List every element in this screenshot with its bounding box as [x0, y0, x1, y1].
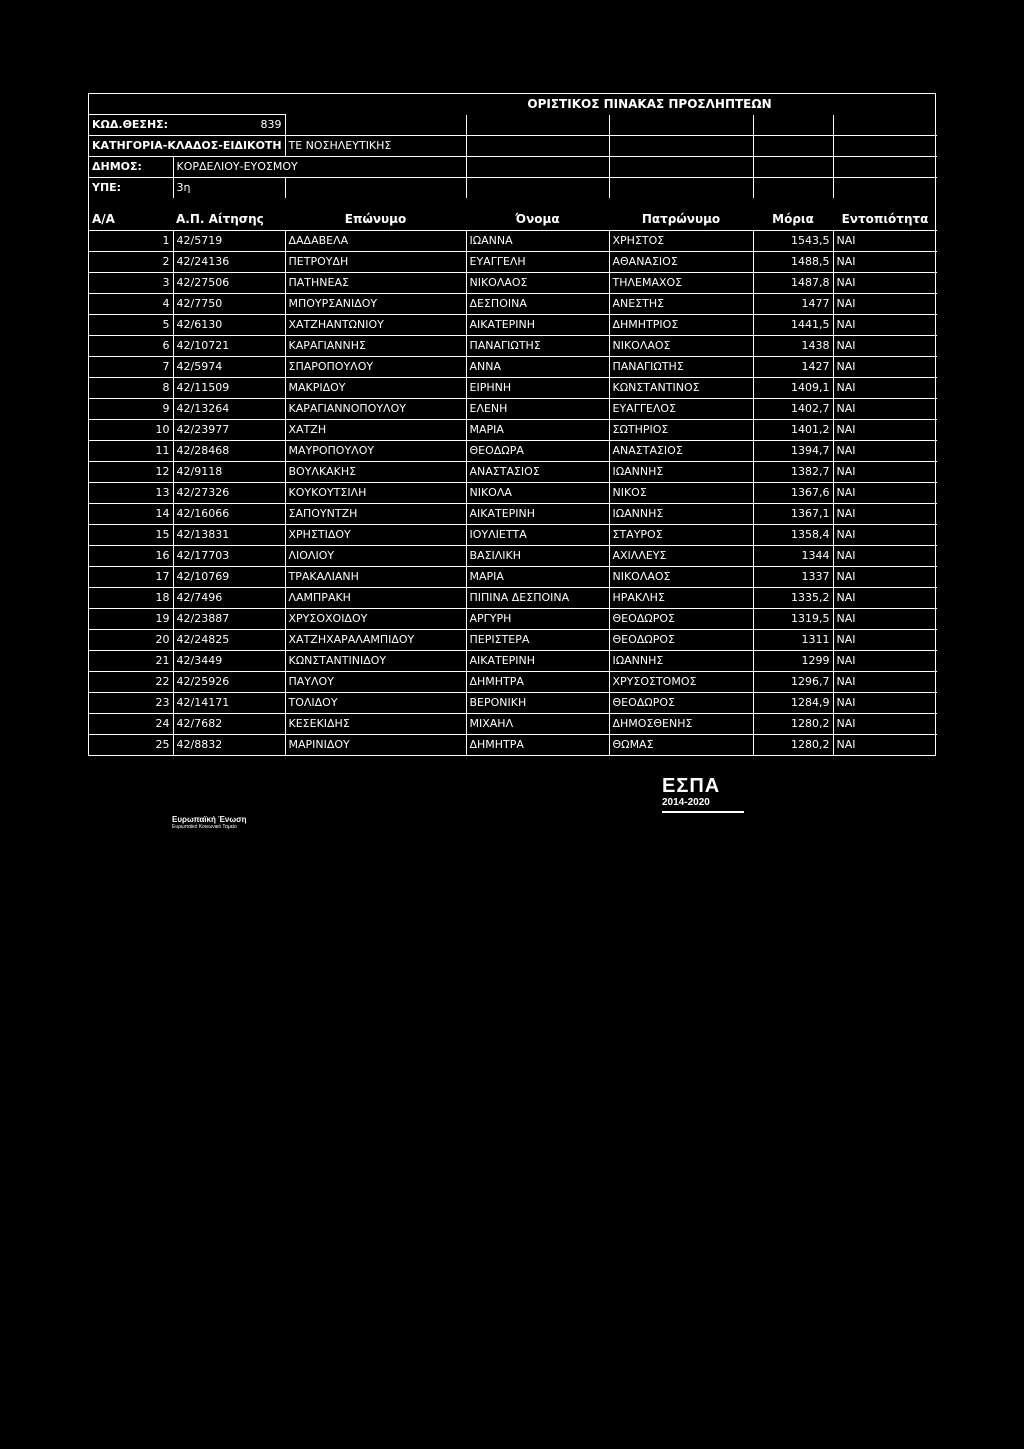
eu-logo [172, 815, 292, 831]
table-row [89, 315, 937, 336]
col-header-fathers-name: Πατρώνυμο [641, 212, 721, 226]
locality-cell: ΝΑΙ [833, 462, 937, 483]
table-row [89, 504, 937, 525]
surname-cell: ΔΑΔΑΒΕΛΑ [285, 231, 466, 252]
first-name-cell: ΔΗΜΗΤΡΑ [466, 735, 609, 756]
locality-cell: ΝΑΙ [833, 672, 937, 693]
locality-cell: ΝΑΙ [833, 441, 937, 462]
application-number-cell: 42/7750 [173, 294, 285, 315]
points-cell: 1299 [753, 651, 833, 672]
first-name-cell: ΜΙΧΑΗΛ [466, 714, 609, 735]
application-number-cell: 42/23887 [173, 609, 285, 630]
fathers-name-cell: ΗΡΑΚΛΗΣ [609, 588, 753, 609]
application-number-cell: 42/13264 [173, 399, 285, 420]
locality-cell: ΝΑΙ [833, 735, 937, 756]
first-name-cell: ΒΑΣΙΛΙΚΗ [466, 546, 609, 567]
first-name-cell: ΑΝΑΣΤΑΣΙΟΣ [466, 462, 609, 483]
points-cell: 1280,2 [753, 735, 833, 756]
surname-cell: ΚΑΡΑΓΙΑΝΝΟΠΟΥΛΟΥ [285, 399, 466, 420]
table-row [89, 273, 937, 294]
fathers-name-cell: ΑΧΙΛΛΕΥΣ [609, 546, 753, 567]
surname-cell: ΠΑΥΛΟΥ [285, 672, 466, 693]
locality-cell: ΝΑΙ [833, 273, 937, 294]
locality-cell: ΝΑΙ [833, 315, 937, 336]
locality-cell: ΝΑΙ [833, 252, 937, 273]
points-cell: 1394,7 [753, 441, 833, 462]
table-row [89, 462, 937, 483]
col-header-aa: Α/Α [92, 212, 115, 226]
surname-cell: ΤΡΑΚΑΛΙΑΝΗ [285, 567, 466, 588]
application-number-cell: 42/28468 [173, 441, 285, 462]
eu-logo-name: Ευρωπαϊκή Ένωση [172, 815, 247, 824]
points-cell: 1337 [753, 567, 833, 588]
table-row [89, 378, 937, 399]
locality-cell: ΝΑΙ [833, 336, 937, 357]
locality-cell: ΝΑΙ [833, 357, 937, 378]
locality-cell: ΝΑΙ [833, 420, 937, 441]
first-name-cell: ΑΙΚΑΤΕΡΙΝΗ [466, 651, 609, 672]
fathers-name-cell: ΙΩΑΝΝΗΣ [609, 462, 753, 483]
first-name-cell: ΙΩΑΝΝΑ [466, 231, 609, 252]
row-number-cell: 11 [89, 441, 173, 462]
table-row [89, 567, 937, 588]
points-cell: 1487,8 [753, 273, 833, 294]
application-number-cell: 42/24825 [173, 630, 285, 651]
ype-label: ΥΠΕ: [89, 178, 173, 199]
table-row [89, 441, 937, 462]
results-sheet [88, 93, 936, 756]
points-cell: 1477 [753, 294, 833, 315]
sheet-header [89, 94, 937, 208]
surname-cell: ΜΠΟΥΡΣΑΝΙΔΟΥ [285, 294, 466, 315]
espa-logo-bar [662, 811, 744, 813]
points-cell: 1409,1 [753, 378, 833, 399]
application-number-cell: 42/27326 [173, 483, 285, 504]
row-number-cell: 10 [89, 420, 173, 441]
locality-cell: ΝΑΙ [833, 378, 937, 399]
fathers-name-cell: ΧΡΗΣΤΟΣ [609, 231, 753, 252]
table-row [89, 546, 937, 567]
row-number-cell: 24 [89, 714, 173, 735]
table-row [89, 294, 937, 315]
first-name-cell: ΝΙΚΟΛΑΟΣ [466, 273, 609, 294]
first-name-cell: ΠΑΝΑΓΙΩΤΗΣ [466, 336, 609, 357]
category-label: ΚΑΤΗΓΟΡΙΑ-ΚΛΑΔΟΣ-ΕΙΔΙΚΟΤΗ [89, 136, 285, 157]
application-number-cell: 42/25926 [173, 672, 285, 693]
first-name-cell: ΑΝΝΑ [466, 357, 609, 378]
surname-cell: ΜΑΚΡΙΔΟΥ [285, 378, 466, 399]
fathers-name-cell: ΑΝΕΣΤΗΣ [609, 294, 753, 315]
table-row [89, 714, 937, 735]
application-number-cell: 42/6130 [173, 315, 285, 336]
row-number-cell: 1 [89, 231, 173, 252]
fathers-name-cell: ΧΡΥΣΟΣΤΟΜΟΣ [609, 672, 753, 693]
locality-cell: ΝΑΙ [833, 483, 937, 504]
surname-cell: ΛΑΜΠΡΑΚΗ [285, 588, 466, 609]
fathers-name-cell: ΙΩΑΝΝΗΣ [609, 504, 753, 525]
row-number-cell: 2 [89, 252, 173, 273]
points-cell: 1427 [753, 357, 833, 378]
points-cell: 1543,5 [753, 231, 833, 252]
fathers-name-cell: ΔΗΜΗΤΡΙΟΣ [609, 315, 753, 336]
first-name-cell: ΙΟΥΛΙΕΤΤΑ [466, 525, 609, 546]
row-number-cell: 15 [89, 525, 173, 546]
table-row [89, 336, 937, 357]
first-name-cell: ΠΙΠΙΝΑ ΔΕΣΠΟΙΝΑ [466, 588, 609, 609]
locality-cell: ΝΑΙ [833, 651, 937, 672]
table-row [89, 588, 937, 609]
surname-cell: ΧΑΤΖΗΧΑΡΑΛΑΜΠΙΔΟΥ [285, 630, 466, 651]
first-name-cell: ΕΥΑΓΓΕΛΗ [466, 252, 609, 273]
surname-cell: ΚΕΣΕΚΙΔΗΣ [285, 714, 466, 735]
locality-cell: ΝΑΙ [833, 546, 937, 567]
locality-cell: ΝΑΙ [833, 630, 937, 651]
locality-cell: ΝΑΙ [833, 504, 937, 525]
table-row [89, 420, 937, 441]
row-number-cell: 23 [89, 693, 173, 714]
application-number-cell: 42/10769 [173, 567, 285, 588]
application-number-cell: 42/5719 [173, 231, 285, 252]
surname-cell: ΧΡΗΣΤΙΔΟΥ [285, 525, 466, 546]
surname-cell: ΧΑΤΖΗ [285, 420, 466, 441]
table-row [89, 672, 937, 693]
table-row [89, 525, 937, 546]
table-row [89, 609, 937, 630]
locality-cell: ΝΑΙ [833, 609, 937, 630]
table-row [89, 252, 937, 273]
table-row [89, 735, 937, 756]
locality-cell: ΝΑΙ [833, 231, 937, 252]
surname-cell: ΠΑΤΗΝΕΑΣ [285, 273, 466, 294]
fathers-name-cell: ΙΩΑΝΝΗΣ [609, 651, 753, 672]
locality-cell: ΝΑΙ [833, 399, 937, 420]
table-row [89, 630, 937, 651]
application-number-cell: 42/23977 [173, 420, 285, 441]
surname-cell: ΣΑΠΟΥΝΤΖΗ [285, 504, 466, 525]
application-number-cell: 42/16066 [173, 504, 285, 525]
fathers-name-cell: ΘΕΟΔΩΡΟΣ [609, 609, 753, 630]
fathers-name-cell: ΘΕΟΔΩΡΟΣ [609, 630, 753, 651]
row-number-cell: 6 [89, 336, 173, 357]
table-row [89, 357, 937, 378]
ype-value: 3η [173, 178, 285, 199]
eu-logo-fund: Ευρωπαϊκό Κοινωνικό Ταμείο [172, 824, 237, 830]
first-name-cell: ΕΛΕΝΗ [466, 399, 609, 420]
points-cell: 1401,2 [753, 420, 833, 441]
espa-logo [662, 776, 744, 813]
application-number-cell: 42/24136 [173, 252, 285, 273]
fathers-name-cell: ΘΕΟΔΩΡΟΣ [609, 693, 753, 714]
page-title: ΟΡΙΣΤΙΚΟΣ ΠΙΝΑΚΑΣ ΠΡΟΣΛΗΠΤΕΩΝ [527, 97, 772, 112]
row-number-cell: 19 [89, 609, 173, 630]
surname-cell: ΒΟΥΛΚΑΚΗΣ [285, 462, 466, 483]
results-table [89, 230, 937, 755]
fathers-name-cell: ΚΩΝΣΤΑΝΤΙΝΟΣ [609, 378, 753, 399]
row-number-cell: 3 [89, 273, 173, 294]
row-number-cell: 25 [89, 735, 173, 756]
surname-cell: ΛΙΟΛΙΟΥ [285, 546, 466, 567]
application-number-cell: 42/17703 [173, 546, 285, 567]
row-number-cell: 12 [89, 462, 173, 483]
first-name-cell: ΜΑΡΙΑ [466, 420, 609, 441]
surname-cell: ΚΟΥΚΟΥΤΣΙΛΗ [285, 483, 466, 504]
first-name-cell: ΕΙΡΗΝΗ [466, 378, 609, 399]
points-cell: 1367,1 [753, 504, 833, 525]
application-number-cell: 42/7682 [173, 714, 285, 735]
col-header-locality: Εντοπιότητα [841, 212, 929, 226]
locality-cell: ΝΑΙ [833, 294, 937, 315]
fathers-name-cell: ΝΙΚΟΣ [609, 483, 753, 504]
fathers-name-cell: ΠΑΝΑΓΙΩΤΗΣ [609, 357, 753, 378]
surname-cell: ΜΑΥΡΟΠΟΥΛΟΥ [285, 441, 466, 462]
first-name-cell: ΠΕΡΙΣΤΕΡΑ [466, 630, 609, 651]
municipality-label: ΔΗΜΟΣ: [89, 157, 173, 178]
table-row [89, 399, 937, 420]
row-number-cell: 5 [89, 315, 173, 336]
surname-cell: ΠΕΤΡΟΥΔΗ [285, 252, 466, 273]
col-header-points: Μόρια [772, 212, 814, 226]
points-cell: 1382,7 [753, 462, 833, 483]
fathers-name-cell: ΝΙΚΟΛΑΟΣ [609, 567, 753, 588]
locality-cell: ΝΑΙ [833, 567, 937, 588]
first-name-cell: ΑΡΓΥΡΗ [466, 609, 609, 630]
first-name-cell: ΝΙΚΟΛΑ [466, 483, 609, 504]
row-number-cell: 14 [89, 504, 173, 525]
points-cell: 1367,6 [753, 483, 833, 504]
points-cell: 1402,7 [753, 399, 833, 420]
application-number-cell: 42/11509 [173, 378, 285, 399]
fathers-name-cell: ΤΗΛΕΜΑΧΟΣ [609, 273, 753, 294]
application-number-cell: 42/13831 [173, 525, 285, 546]
municipality-value: ΚΟΡΔΕΛΙΟΥ-ΕΥΟΣΜΟΥ [173, 157, 466, 178]
fathers-name-cell: ΘΩΜΑΣ [609, 735, 753, 756]
row-number-cell: 13 [89, 483, 173, 504]
first-name-cell: ΔΕΣΠΟΙΝΑ [466, 294, 609, 315]
row-number-cell: 7 [89, 357, 173, 378]
application-number-cell: 42/10721 [173, 336, 285, 357]
first-name-cell: ΑΙΚΑΤΕΡΙΝΗ [466, 504, 609, 525]
row-number-cell: 8 [89, 378, 173, 399]
fathers-name-cell: ΣΩΤΗΡΙΟΣ [609, 420, 753, 441]
points-cell: 1344 [753, 546, 833, 567]
surname-cell: ΧΑΤΖΗΑΝΤΩΝΙΟΥ [285, 315, 466, 336]
code-label: ΚΩΔ.ΘΕΣΗΣ: [89, 115, 173, 136]
espa-logo-years: 2014-2020 [662, 797, 710, 808]
points-cell: 1438 [753, 336, 833, 357]
col-header-application: Α.Π. Αίτησης [176, 212, 264, 226]
row-number-cell: 9 [89, 399, 173, 420]
first-name-cell: ΜΑΡΙΑ [466, 567, 609, 588]
points-cell: 1488,5 [753, 252, 833, 273]
application-number-cell: 42/14171 [173, 693, 285, 714]
code-value: 839 [173, 115, 285, 136]
category-value: ΤΕ ΝΟΣΗΛΕΥΤΙΚΗΣ [285, 136, 466, 157]
points-cell: 1296,7 [753, 672, 833, 693]
table-row [89, 231, 937, 252]
fathers-name-cell: ΣΤΑΥΡΟΣ [609, 525, 753, 546]
application-number-cell: 42/27506 [173, 273, 285, 294]
row-number-cell: 16 [89, 546, 173, 567]
locality-cell: ΝΑΙ [833, 588, 937, 609]
table-row [89, 651, 937, 672]
col-header-name: Όνομα [515, 212, 560, 226]
fathers-name-cell: ΕΥΑΓΓΕΛΟΣ [609, 399, 753, 420]
fathers-name-cell: ΔΗΜΟΣΘΕΝΗΣ [609, 714, 753, 735]
surname-cell: ΚΑΡΑΓΙΑΝΝΗΣ [285, 336, 466, 357]
first-name-cell: ΔΗΜΗΤΡΑ [466, 672, 609, 693]
application-number-cell: 42/3449 [173, 651, 285, 672]
espa-logo-title: ΕΣΠΑ [662, 775, 721, 797]
points-cell: 1441,5 [753, 315, 833, 336]
first-name-cell: ΒΕΡΟΝΙΚΗ [466, 693, 609, 714]
first-name-cell: ΘΕΟΔΩΡΑ [466, 441, 609, 462]
surname-cell: ΜΑΡΙΝΙΔΟΥ [285, 735, 466, 756]
application-number-cell: 42/9118 [173, 462, 285, 483]
fathers-name-cell: ΑΝΑΣΤΑΣΙΟΣ [609, 441, 753, 462]
points-cell: 1311 [753, 630, 833, 651]
surname-cell: ΚΩΝΣΤΑΝΤΙΝΙΔΟΥ [285, 651, 466, 672]
row-number-cell: 21 [89, 651, 173, 672]
row-number-cell: 17 [89, 567, 173, 588]
application-number-cell: 42/5974 [173, 357, 285, 378]
application-number-cell: 42/7496 [173, 588, 285, 609]
points-cell: 1284,9 [753, 693, 833, 714]
fathers-name-cell: ΑΘΑΝΑΣΙΟΣ [609, 252, 753, 273]
first-name-cell: ΑΙΚΑΤΕΡΙΝΗ [466, 315, 609, 336]
points-cell: 1358,4 [753, 525, 833, 546]
surname-cell: ΧΡΥΣΟΧΟΙΔΟΥ [285, 609, 466, 630]
row-number-cell: 22 [89, 672, 173, 693]
points-cell: 1319,5 [753, 609, 833, 630]
column-headers [89, 208, 937, 230]
fathers-name-cell: ΝΙΚΟΛΑΟΣ [609, 336, 753, 357]
table-row [89, 483, 937, 504]
surname-cell: ΤΟΛΙΔΟΥ [285, 693, 466, 714]
locality-cell: ΝΑΙ [833, 525, 937, 546]
row-number-cell: 18 [89, 588, 173, 609]
points-cell: 1280,2 [753, 714, 833, 735]
table-row [89, 693, 937, 714]
locality-cell: ΝΑΙ [833, 693, 937, 714]
row-number-cell: 4 [89, 294, 173, 315]
application-number-cell: 42/8832 [173, 735, 285, 756]
row-number-cell: 20 [89, 630, 173, 651]
points-cell: 1335,2 [753, 588, 833, 609]
locality-cell: ΝΑΙ [833, 714, 937, 735]
col-header-surname: Επώνυμο [344, 212, 407, 226]
surname-cell: ΣΠΑΡΟΠΟΥΛΟΥ [285, 357, 466, 378]
